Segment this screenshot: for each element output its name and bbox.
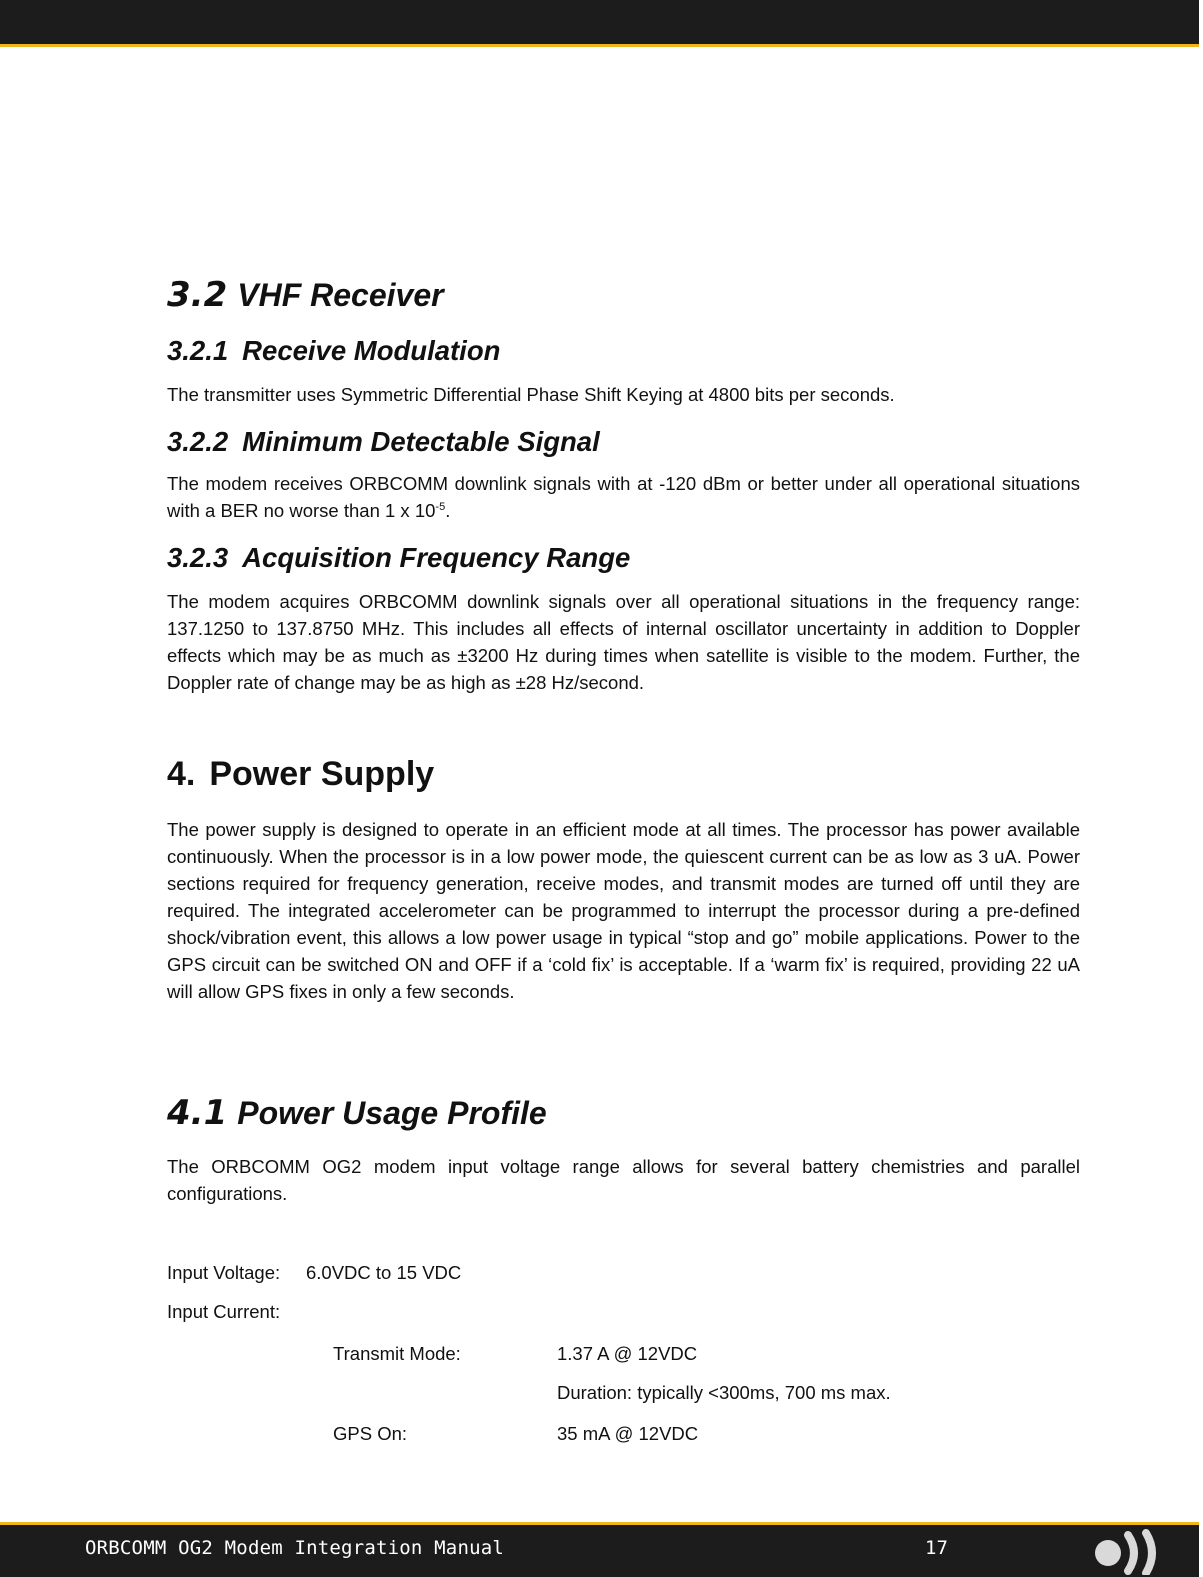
section-title: Power Usage Profile bbox=[237, 1095, 547, 1131]
section-number: 4.1 bbox=[167, 1093, 228, 1133]
section-title: VHF Receiver bbox=[237, 277, 444, 313]
input-current-label: Input Current: bbox=[167, 1301, 281, 1322]
section-3-2-1-heading bbox=[167, 335, 500, 367]
section-3-2-2-heading bbox=[167, 426, 600, 458]
section-number: 4. bbox=[167, 755, 196, 793]
receive-modulation-paragraph: The transmitter uses Symmetric Differential Phase Shift Keying at 4800 bits per seconds. bbox=[167, 384, 895, 405]
footer-document-title: ORBCOMM OG2 Modem Integration Manual bbox=[85, 1537, 505, 1559]
transmit-mode-label: Transmit Mode: bbox=[333, 1343, 461, 1364]
section-number: 3.2.1 bbox=[167, 335, 229, 366]
section-number: 3.2.3 bbox=[167, 542, 229, 573]
gps-on-value: 35 mA @ 12VDC bbox=[557, 1423, 699, 1444]
section-4-1-heading bbox=[167, 1093, 547, 1133]
section-number: 3.2 bbox=[167, 275, 228, 315]
footer-page-number: 17 bbox=[925, 1537, 948, 1559]
acquisition-range-paragraph: The modem acquires ORBCOMM downlink signals over all operational situations in the frequency range: 137.1250 to 137.8750 MHz. This includes all effects of internal oscillator uncertainty in addition to Doppler effects which may be as much as ±3200 Hz during times when satellite is visible to the modem. Further, the Doppler rate of change may be as high as ±28 Hz/second. bbox=[167, 591, 1080, 693]
section-title: Acquisition Frequency Range bbox=[242, 542, 631, 573]
power-usage-paragraph: The ORBCOMM OG2 modem input voltage range allows for several battery chemistries and parallel configurations. bbox=[167, 1156, 1080, 1204]
section-title: Power Supply bbox=[209, 755, 435, 793]
section-3-2-3-heading bbox=[167, 542, 630, 574]
orbcomm-logo-icon bbox=[1088, 1529, 1168, 1575]
section-title: Minimum Detectable Signal bbox=[242, 426, 600, 457]
input-voltage-label: Input Voltage: bbox=[167, 1262, 281, 1283]
exponent: -5 bbox=[435, 501, 446, 513]
transmit-duration: Duration: typically <300ms, 700 ms max. bbox=[557, 1382, 891, 1403]
power-supply-paragraph: The power supply is designed to operate in an efficient mode at all times. The processor has power available continuously. When the processor is in a low power mode, the quiescent current can be as low as 3 uA. Power sections required for frequency generation, receive modes, and transmit modes are turned off until they are required. The integrated accelerometer can be programmed to interrupt the processor during a pre-defined shock/vibration event, this allows a low power usage in typical “stop and go” mobile applications. Power to the GPS circuit can be switched ON and OFF if a ‘cold fix’ is acceptable. If a ‘warm fix’ is required, providing 22 uA will allow GPS fixes in only a few seconds. bbox=[167, 819, 1080, 1002]
min-signal-text: The modem receives ORBCOMM downlink signals with at -120 dBm or better under all operational situations with a BER no worse than 1 x 10 bbox=[167, 473, 1080, 521]
section-4-heading bbox=[167, 755, 434, 794]
gps-on-label: GPS On: bbox=[333, 1423, 408, 1444]
header-bar bbox=[0, 0, 1199, 47]
min-signal-paragraph bbox=[167, 470, 1080, 524]
input-voltage-value: 6.0VDC to 15 VDC bbox=[306, 1262, 462, 1283]
period: . bbox=[445, 500, 451, 521]
section-number: 3.2.2 bbox=[167, 426, 229, 457]
footer-bar bbox=[0, 1522, 1199, 1577]
section-title: Receive Modulation bbox=[242, 335, 501, 366]
transmit-mode-value: 1.37 A @ 12VDC bbox=[557, 1343, 698, 1364]
section-3-2-heading bbox=[167, 275, 444, 315]
